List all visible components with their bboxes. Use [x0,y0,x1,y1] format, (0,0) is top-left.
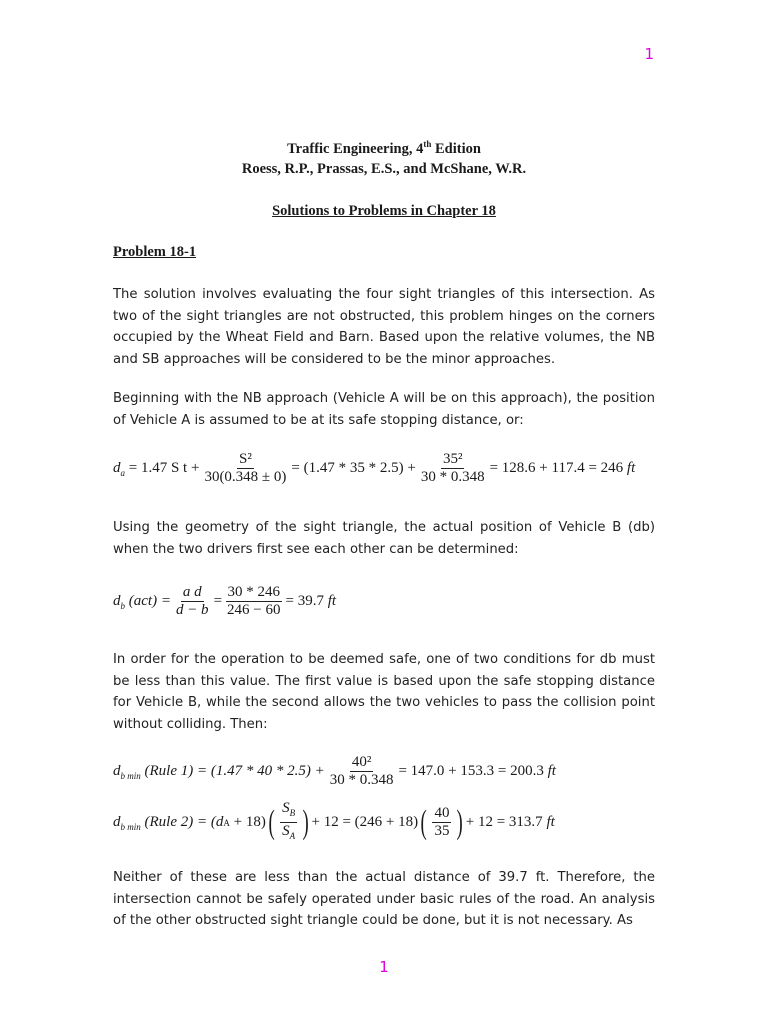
chapter-heading: Solutions to Problems in Chapter 18 [272,203,496,219]
eq2-lhs: (act) = [128,593,171,609]
eq2-fraction-1 [174,584,211,619]
eq2-frac1-den: d − b [175,602,209,618]
eq1-unit: ft [626,460,636,476]
eq2-fraction-2 [225,584,282,619]
eq4-mid1: + 18) [233,814,266,830]
eq4-mid2: + 12 = (246 + 18) [311,814,419,830]
eq3-unit: ft [547,763,556,779]
eq4-result: + 12 = 313.7 [465,814,543,830]
book-title [0,139,768,158]
eq3-frac-den: 30 * 0.348 [329,772,394,788]
eq2-frac1-num: a d [182,584,202,600]
equation-rule-1: $d_{b min}$ (Rule 1) = (1.47 * 40 * 2.5) + $\frac{\text{40²}}{30 * 0.348}$ = 147.0 + 153.3 = 200.3 ft [113,754,556,788]
eq1-mid: = (1.47 * 35 * 2.5) + [291,460,416,476]
eq1-fraction-1 [202,451,288,486]
eq1-frac1-num: S² [239,451,252,467]
eq3-rule: (Rule 1) = (1.47 * 40 * 2.5) + [144,763,325,779]
paragraph-1: The solution involves evaluating the four sight triangles of this intersection. As two of the sight triangles are not obstructed, this problem hinges on the corners occupied by the Wheat Field and Barn. Based upon the relative volumes, the NB and SB approaches will be considered to be the minor approaches. [113,287,655,367]
eq3-result: = 147.0 + 153.3 = 200.3 [398,763,544,779]
eq4-unit: ft [546,814,555,830]
authors: Roess, R.P., Prassas, E.S., and McShane, W.R. [241,161,527,177]
eq4-frac2-num: 40 [434,805,450,821]
page-number-bottom: 1 [379,958,389,976]
title-edition: Edition [431,140,481,157]
eq1-fraction-2 [419,451,487,486]
eq1-frac2-num: 35² [442,451,463,467]
eq4-frac2-den: 35 [434,823,450,839]
title-text: Traffic Engineering, 4 [287,140,424,157]
paragraph-5: Neither of these are less than the actual distance of 39.7 ft. Therefore, the intersection cannot be safely operated under basic rules of the road. An analysis of the other obstructed sight triangle could be done, but it is not necessary. As [113,870,655,928]
paragraph-3: Using the geometry of the sight triangle, the actual position of Vehicle B (db) when the two drivers first see each other can be determined: [113,520,655,557]
eq1-frac2-den: 30 * 0.348 [420,469,485,485]
eq4-fraction-2 [432,805,451,840]
equation-actual-position: $d_b$ (act) = $\frac{\text{a d}}{d - b}$ = $\frac{30 * 246}{246 - 60}$ = 39.7 ft [113,584,337,618]
eq2-result: = 39.7 [285,593,324,609]
eq3-fraction [328,754,396,789]
eq2-unit: ft [327,593,337,609]
title-sup: th [423,139,432,149]
eq2-frac2-num: 30 * 246 [227,584,281,600]
paragraph-2: Beginning with the NB approach (Vehicle A will be on this approach), the position of Vehicle A is assumed to be at its safe stopping distance, or: [113,391,655,428]
equation-rule-2: $d_{b min}$ (Rule 2) = (d A + 18) ( $\frac{S_B}{S_A}$ ) + 12 = (246 + 18) ( $\frac{40}{35}$ ) + 12 = 313.7 ft [113,800,555,845]
paragraph-4: In order for the operation to be deemed safe, one of two conditions for db must be less than this value. The first value is based upon the safe stopping distance for Vehicle B, while the second allows the two vehicles to pass the collision point without colliding. Then: [113,652,655,732]
eq3-frac-num: 40² [351,754,372,770]
equation-stopping-distance: $d_a$ = 1.47 S t + $\frac{\text{S²}}{30(0.348 \pm 0)}$ = (1.47 * 35 * 2.5) + $\frac{\text{35²}}{30 * 0.348}$ = 128.6 + 117.4 = 246 ft [113,451,636,485]
eq2-frac2-den: 246 − 60 [227,602,281,618]
eq1-frac1-den: 30(0.348 ± 0) [204,469,287,485]
eq1-lhs: = 1.47 S t + [128,460,200,476]
eq1-result: = 128.6 + 117.4 = 246 [489,460,624,476]
problem-heading: Problem 18-1 [113,244,197,260]
page-number-top: 1 [644,45,654,63]
eq4-rule: (Rule 2) = (d [144,814,224,830]
eq4-fraction-1: $\frac{S_B}{S_A}$ [282,800,296,841]
